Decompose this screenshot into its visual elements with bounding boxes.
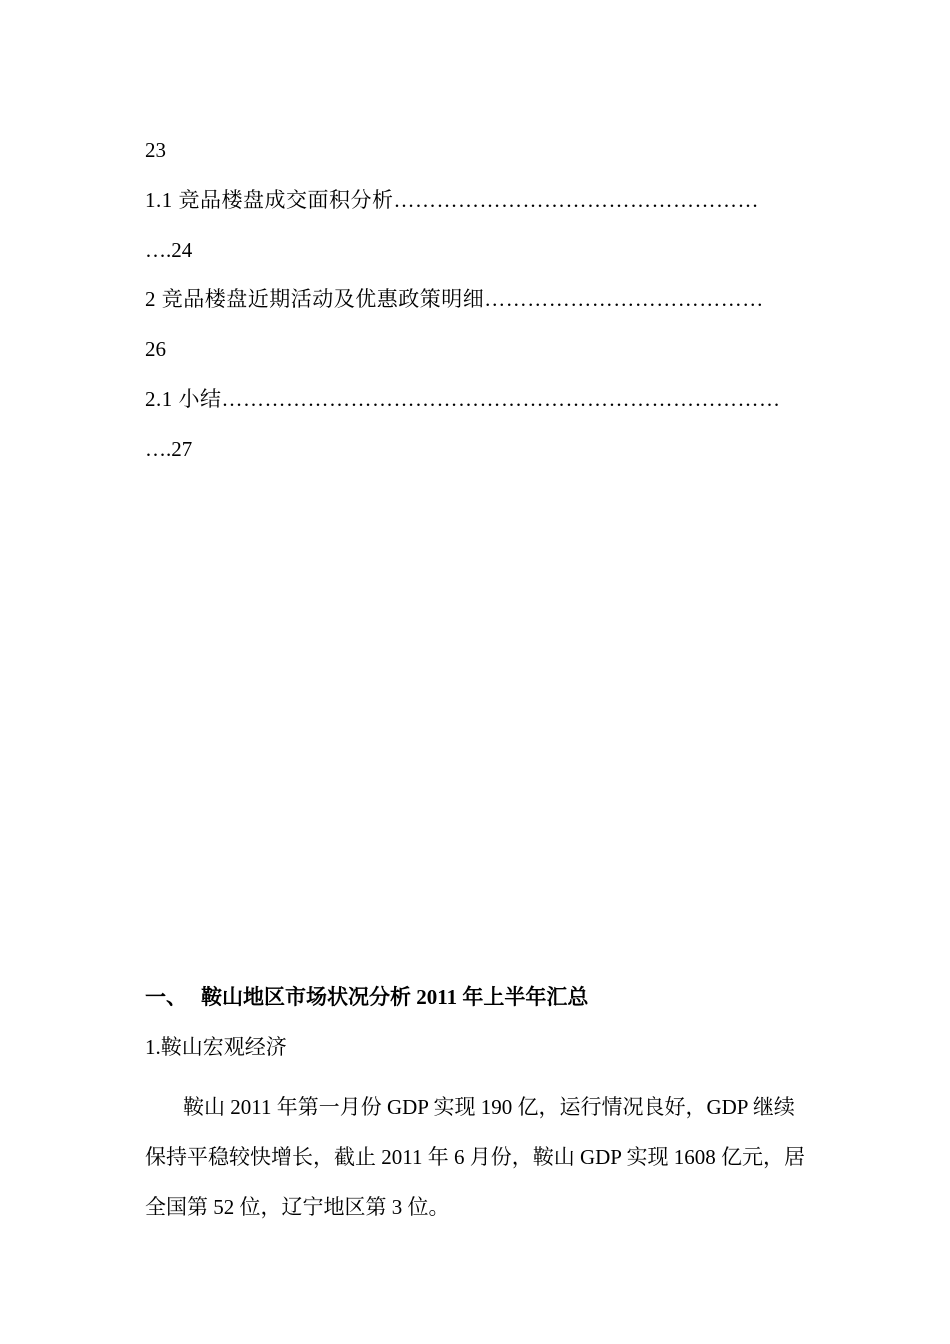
toc-page-number: 23	[145, 138, 166, 162]
toc-page-number: 26	[145, 337, 166, 361]
toc-entry-2: 2 竞品楼盘近期活动及优惠政策明细…………………………………	[145, 287, 764, 311]
subheading: 1.鞍山宏观经济	[145, 1035, 287, 1059]
section-heading	[145, 984, 588, 1010]
toc-entry-1-1: 1.1 竞品楼盘成交面积分析……………………………………………	[145, 188, 759, 212]
body-paragraph: 鞍山 2011 年第一月份 GDP 实现 190 亿，运行情况良好，GDP 继续保持平稳较快增长，截止 2011 年 6 月份，鞍山 GDP 实现 1608 亿元，居全国第 52 位，辽宁地区第 3 位。	[145, 1095, 805, 1219]
toc-page-number: ….27	[145, 437, 193, 461]
toc-page-number: ….24	[145, 238, 193, 262]
section-title: 鞍山地区市场状况分析 2011 年上半年汇总	[201, 985, 589, 1009]
section-number: 一、	[145, 985, 187, 1009]
toc-entry-2-1: 2.1 小结……………………………………………………………………	[145, 387, 781, 411]
